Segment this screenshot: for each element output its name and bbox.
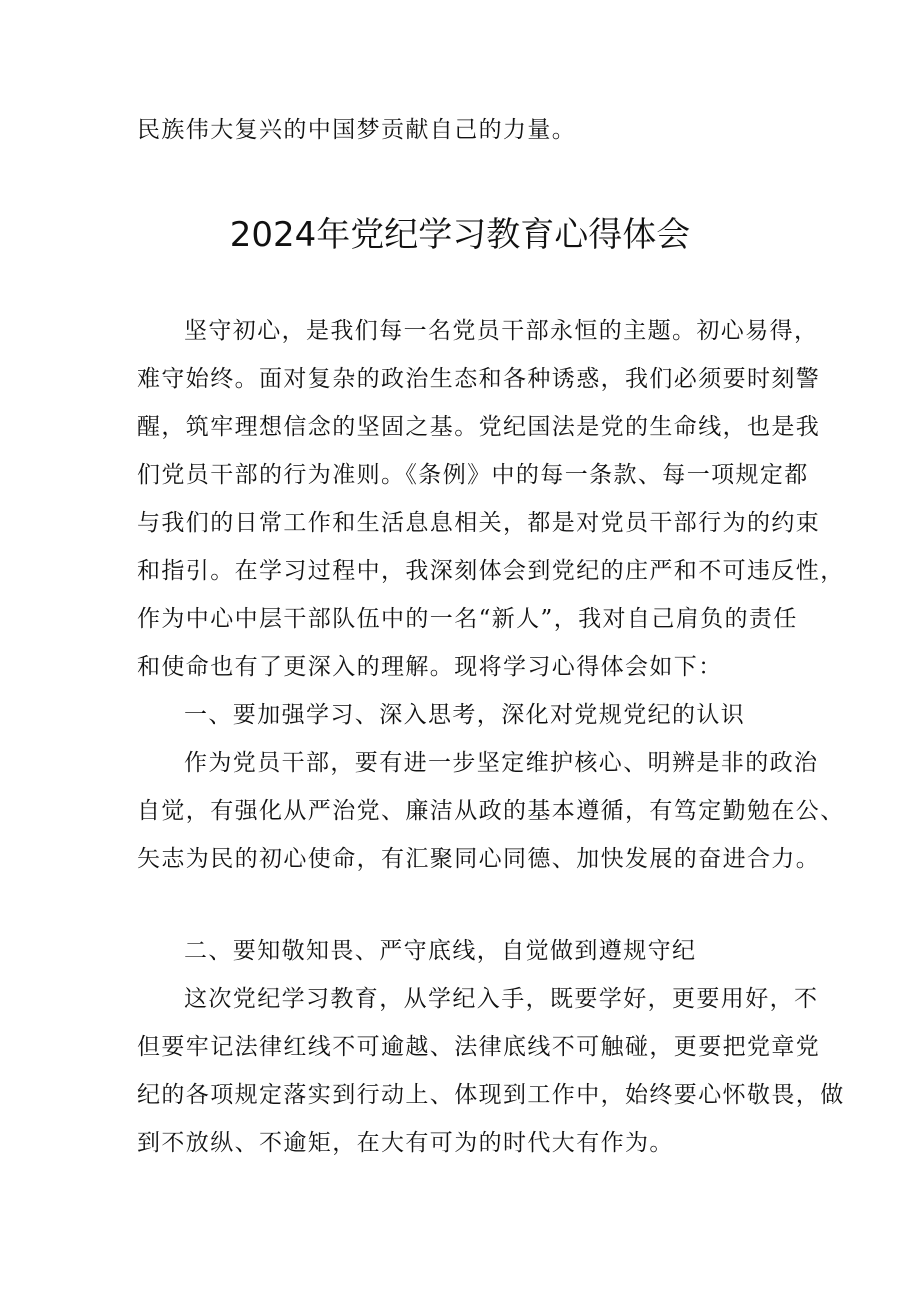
carry-over-line: 民族伟大复兴的中国梦贡献自己的力量。 bbox=[137, 117, 577, 143]
intro-line-2: 难守始终。面对复杂的政治生态和各种诱惑，我们必须要时刻警 bbox=[137, 366, 821, 392]
section2-line-1: 这次党纪学习教育，从学纪入手，既要学好，更要用好，不 bbox=[184, 986, 819, 1012]
intro-line-3: 醒，筑牢理想信念的坚固之基。党纪国法是党的生命线，也是我 bbox=[137, 414, 821, 440]
section2-line-2: 但要牢记法律红线不可逾越、法律底线不可触碰，更要把党章党 bbox=[137, 1034, 821, 1060]
section2-line-4: 到不放纵、不逾矩，在大有可为的时代大有作为。 bbox=[137, 1130, 674, 1156]
intro-line-4: 们党员干部的行为准则。《条例》中的每一条款、每一项规定都 bbox=[137, 462, 809, 488]
intro-line-6: 和指引。在学习过程中，我深刻体会到党纪的庄严和不可违反性， bbox=[137, 558, 845, 584]
section1-line-1: 作为党员干部，要有进一步坚定维护核心、明辨是非的政治 bbox=[184, 750, 819, 776]
document-title: 2024年党纪学习教育心得体会 bbox=[229, 215, 691, 255]
intro-line-1: 坚守初心，是我们每一名党员干部永恒的主题。初心易得， bbox=[184, 318, 819, 344]
intro-line-7: 作为中心中层干部队伍中的一名“新人”，我对自己肩负的责任 bbox=[137, 606, 798, 632]
section1-line-3: 矢志为民的初心使命，有汇聚同心同德、加快发展的奋进合力。 bbox=[137, 846, 821, 872]
intro-line-8: 和使命也有了更深入的理解。现将学习心得体会如下： bbox=[137, 654, 723, 680]
intro-line-5: 与我们的日常工作和生活息息相关，都是对党员干部行为的约束 bbox=[137, 510, 821, 536]
section2-heading: 二、要知敬知畏、严守底线，自觉做到遵规守纪 bbox=[184, 938, 697, 964]
section1-line-2: 自觉，有强化从严治党、廉洁从政的基本遵循，有笃定勤勉在公、 bbox=[137, 798, 845, 824]
section2-line-3: 纪的各项规定落实到行动上、体现到工作中，始终要心怀敬畏，做 bbox=[137, 1082, 845, 1108]
section1-heading: 一、要加强学习、深入思考，深化对党规党纪的认识 bbox=[184, 702, 746, 728]
